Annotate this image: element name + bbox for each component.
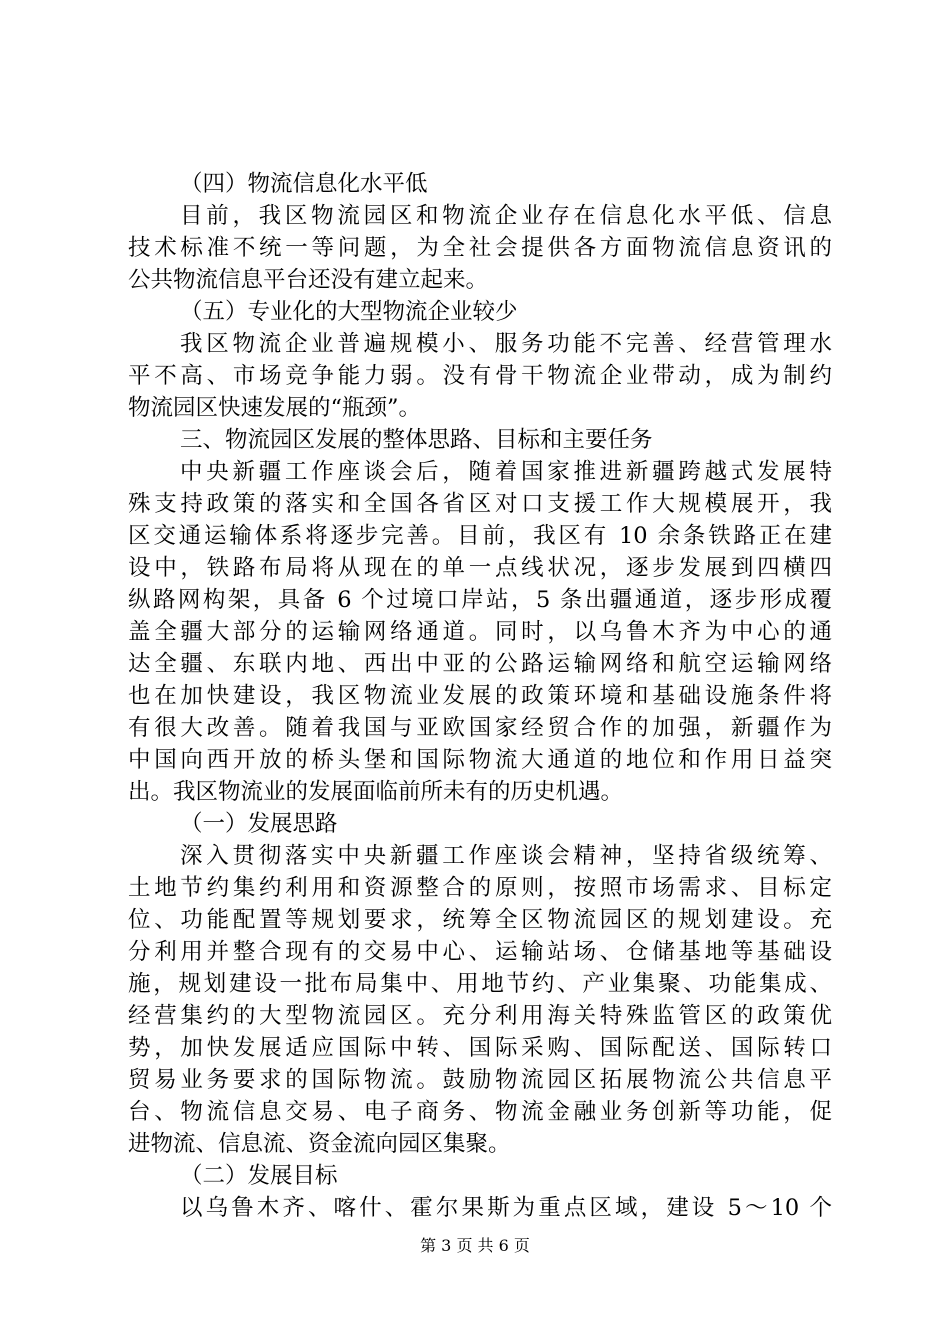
text-line: 区交通运输体系将逐步完善。目前，我区有 10 余条铁路正在建	[128, 523, 832, 549]
text-line: 平不高、市场竞争能力弱。没有骨干物流企业带动，成为制约	[128, 363, 832, 389]
text-line: 殊支持政策的落实和全国各省区对口支援工作大规模展开，我	[128, 491, 832, 517]
text-line: 设中，铁路布局将从现在的单一点线状况，逐步发展到四横四	[128, 555, 832, 581]
text-line: 物流园区快速发展的“瓶颈”。	[128, 395, 422, 421]
page-footer: 第 3 页 共 6 页	[420, 1236, 530, 1255]
text-line: 我区物流企业普遍规模小、服务功能不完善、经营管理水	[180, 331, 832, 357]
text-line: 施，规划建设一批布局集中、用地节约、产业集聚、功能集成、	[128, 971, 832, 997]
text-line: （一）发展思路	[180, 811, 338, 837]
document-body	[128, 168, 832, 1224]
text-line: 出。我区物流业的发展面临前所未有的历史机遇。	[128, 779, 624, 805]
text-line: 势，加快发展适应国际中转、国际采购、国际配送、国际转口	[128, 1035, 832, 1061]
text-line: 达全疆、东联内地、西出中亚的公路运输网络和航空运输网络	[128, 651, 832, 677]
text-line: 以乌鲁木齐、喀什、霍尔果斯为重点区域，建设 5～10 个	[180, 1195, 832, 1221]
text-line: 台、物流信息交易、电子商务、物流金融业务创新等功能，促	[128, 1099, 832, 1125]
text-line: 目前，我区物流园区和物流企业存在信息化水平低、信息	[180, 203, 832, 229]
text-line: 中国向西开放的桥头堡和国际物流大通道的地位和作用日益突	[128, 747, 832, 773]
text-line: 技术标准不统一等问题，为全社会提供各方面物流信息资讯的	[128, 235, 832, 261]
text-line: （四）物流信息化水平低	[180, 171, 428, 197]
text-line: 中央新疆工作座谈会后，随着国家推进新疆跨越式发展特	[180, 459, 832, 485]
text-line: 贸易业务要求的国际物流。鼓励物流园区拓展物流公共信息平	[128, 1067, 832, 1093]
text-line: 经营集约的大型物流园区。充分利用海关特殊监管区的政策优	[128, 1003, 832, 1029]
text-line: 位、功能配置等规划要求，统筹全区物流园区的规划建设。充	[128, 907, 832, 933]
text-line: 进物流、信息流、资金流向园区集聚。	[128, 1131, 511, 1157]
text-line: 盖全疆大部分的运输网络通道。同时，以乌鲁木齐为中心的通	[128, 619, 832, 645]
text-line: 三、物流园区发展的整体思路、目标和主要任务	[180, 427, 653, 453]
text-line: （二）发展目标	[180, 1163, 338, 1189]
text-line: 分利用并整合现有的交易中心、运输站场、仓储基地等基础设	[128, 939, 832, 965]
text-line: 也在加快建设，我区物流业发展的政策环境和基础设施条件将	[128, 683, 832, 709]
text-line: 深入贯彻落实中央新疆工作座谈会精神，坚持省级统筹、	[180, 843, 832, 869]
text-line: （五）专业化的大型物流企业较少	[180, 299, 518, 325]
text-line: 纵路网构架，具备 6 个过境口岸站，5 条出疆通道，逐步形成覆	[128, 587, 832, 613]
text-line: 公共物流信息平台还没有建立起来。	[128, 267, 489, 293]
text-line: 土地节约集约利用和资源整合的原则，按照市场需求、目标定	[128, 875, 832, 901]
text-line: 有很大改善。随着我国与亚欧国家经贸合作的加强，新疆作为	[128, 715, 832, 741]
